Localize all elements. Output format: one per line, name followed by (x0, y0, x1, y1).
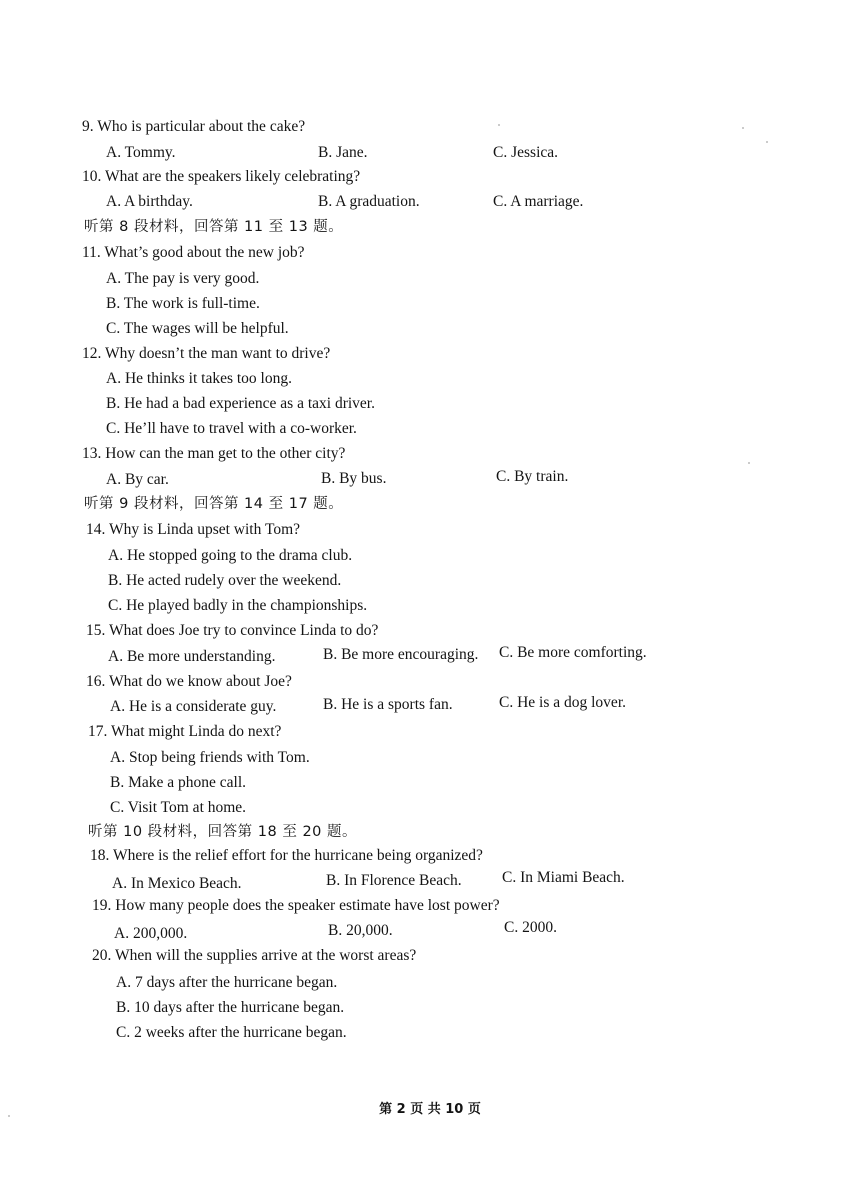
q14-option-c: C. He played badly in the championships. (108, 597, 368, 614)
q16-option-a: A. He is a considerate guy. (110, 698, 277, 715)
q9-option-b: B. Jane. (318, 144, 368, 161)
q17-option-b: B. Make a phone call. (110, 774, 247, 791)
scan-speck (748, 462, 750, 464)
question-10: 10. What are the speakers likely celebrating? (82, 168, 361, 185)
q12-option-b: B. He had a bad experience as a taxi driver. (106, 395, 375, 412)
q15-option-b: B. Be more encouraging. (323, 646, 479, 663)
question-16: 16. What do we know about Joe? (86, 673, 292, 690)
q10-option-c: C. A marriage. (493, 193, 584, 210)
question-18: 18. Where is the relief effort for the hurricane being organized? (90, 847, 483, 864)
q18-option-b: B. In Florence Beach. (326, 872, 462, 889)
section-10-heading: 听第 10 段材料，回答第 18 至 20 题。 (88, 824, 358, 840)
scan-speck (742, 127, 744, 129)
page-footer: 第 2 页 共 10 页 (379, 1102, 481, 1117)
question-9: 9. Who is particular about the cake? (82, 118, 306, 135)
q9-option-a: A. Tommy. (106, 144, 176, 161)
section-8-heading: 听第 8 段材料，回答第 11 至 13 题。 (84, 219, 344, 235)
q15-option-a: A. Be more understanding. (108, 648, 276, 665)
question-17: 17. What might Linda do next? (88, 723, 282, 740)
question-13: 13. How can the man get to the other city? (82, 445, 346, 462)
q17-option-a: A. Stop being friends with Tom. (110, 749, 310, 766)
scan-speck (498, 124, 500, 126)
q11-option-c: C. The wages will be helpful. (106, 320, 289, 337)
q11-option-a: A. The pay is very good. (106, 270, 260, 287)
q10-option-a: A. A birthday. (106, 193, 193, 210)
q19-option-b: B. 20,000. (328, 922, 393, 939)
question-14: 14. Why is Linda upset with Tom? (86, 521, 301, 538)
q15-option-c: C. Be more comforting. (499, 644, 647, 661)
q18-option-c: C. In Miami Beach. (502, 869, 625, 886)
q20-option-a: A. 7 days after the hurricane began. (116, 974, 338, 991)
section-9-heading: 听第 9 段材料，回答第 14 至 17 题。 (84, 496, 344, 512)
question-19: 19. How many people does the speaker estimate have lost power? (92, 897, 500, 914)
q13-option-c: C. By train. (496, 468, 569, 485)
scan-speck (766, 141, 768, 143)
question-11: 11. What’s good about the new job? (82, 244, 305, 261)
q14-option-a: A. He stopped going to the drama club. (108, 547, 353, 564)
q17-option-c: C. Visit Tom at home. (110, 799, 247, 816)
q18-option-a: A. In Mexico Beach. (112, 875, 242, 892)
q16-option-c: C. He is a dog lover. (499, 694, 626, 711)
q19-option-a: A. 200,000. (114, 925, 188, 942)
q13-option-b: B. By bus. (321, 470, 387, 487)
q19-option-c: C. 2000. (504, 919, 557, 936)
q10-option-b: B. A graduation. (318, 193, 420, 210)
question-12: 12. Why doesn’t the man want to drive? (82, 345, 331, 362)
q13-option-a: A. By car. (106, 471, 169, 488)
question-15: 15. What does Joe try to convince Linda to do? (86, 622, 379, 639)
q12-option-a: A. He thinks it takes too long. (106, 370, 292, 387)
q16-option-b: B. He is a sports fan. (323, 696, 453, 713)
q20-option-c: C. 2 weeks after the hurricane began. (116, 1024, 347, 1041)
q11-option-b: B. The work is full-time. (106, 295, 260, 312)
q14-option-b: B. He acted rudely over the weekend. (108, 572, 342, 589)
question-20: 20. When will the supplies arrive at the worst areas? (92, 947, 417, 964)
scan-speck (8, 1115, 10, 1117)
q12-option-c: C. He’ll have to travel with a co-worker. (106, 420, 357, 437)
q9-option-c: C. Jessica. (493, 144, 559, 161)
q20-option-b: B. 10 days after the hurricane began. (116, 999, 345, 1016)
